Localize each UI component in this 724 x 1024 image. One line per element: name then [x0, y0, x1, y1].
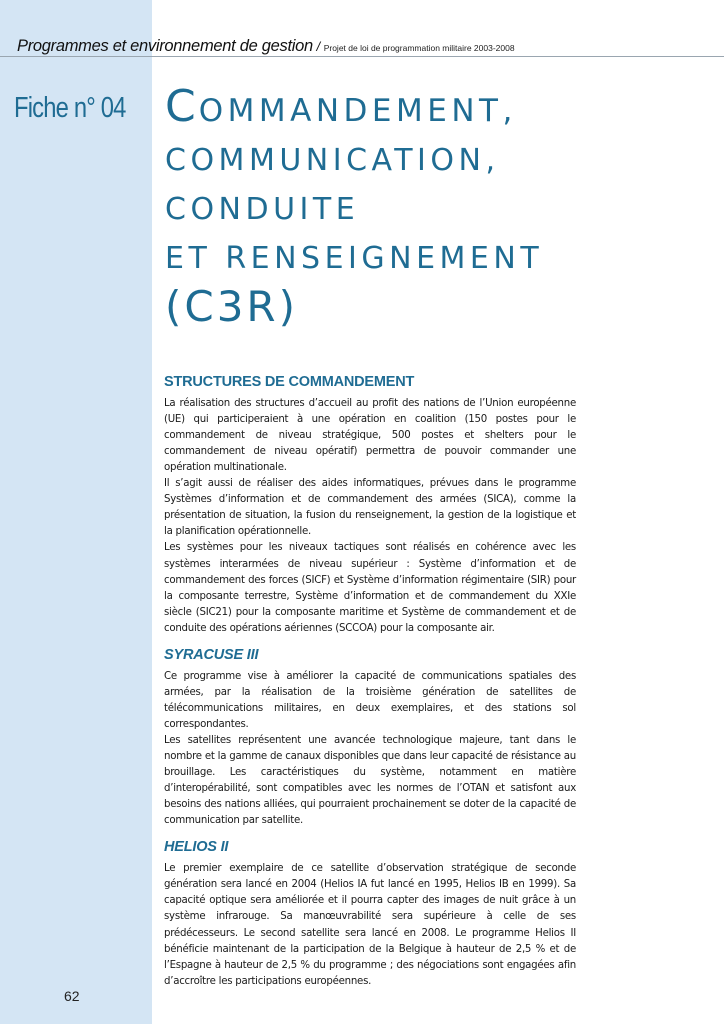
header-title: Programmes et environnement de gestion	[17, 37, 313, 55]
title-line-1-rest: OMMANDEMENT,	[198, 93, 517, 129]
title-line-3: CONDUITE	[165, 192, 360, 227]
title-line-2: COMMUNICATION,	[165, 143, 500, 178]
header-separator: /	[312, 39, 324, 54]
paragraph: Les satellites représentent une avancée technologique majeure, tant dans le nombre et la gamme de canaux disponibles que dans leur capacité de résistance au brouillage. Les caractéristiques du système, notamment en matière d’interopérabilité, sont compatibles avec les normes de l’OTAN et satisfont aux besoins des nations alliées, qui pourraient prochainement se doter de la capacité de communication par satellite.	[164, 734, 576, 827]
fiche-label: Fiche n° 04	[14, 92, 126, 124]
section-heading-structures: STRUCTURES DE COMMANDEMENT	[164, 374, 415, 390]
title-line-4: ET RENSEIGNEMENT	[165, 241, 544, 276]
paragraph: Ce programme vise à améliorer la capacité de communications spatiales des armées, par la réalisation de la troisième génération de satellites de télécommunications militaires, en deux exemplaires, et des stations sol correspondantes.	[164, 670, 576, 730]
running-header	[17, 36, 717, 56]
title-line-5: (C3R)	[165, 282, 299, 331]
page-title	[165, 82, 705, 333]
header-subtitle: Projet de loi de programmation militaire 2003-2008	[323, 43, 515, 53]
left-sidebar-band	[0, 0, 152, 1024]
paragraph: Le premier exemplaire de ce satellite d’observation stratégique de seconde génération sera lancé en 2004 (Helios IA fut lancé en 1995, Helios IB en 1999). Sa capacité optique sera améliorée et il pourra capter des images de nuit grâce à un système infrarouge. Sa manœuvrabilité sera supérieure à celle de ses prédécesseurs. Le second satellite sera lancé en 2008. Le programme Helios II bénéficie maintenant de la participation de la Belgique à hauteur de 2,5 % et de l’Espagne à hauteur de 2,5 % du programme ; des négociations sont engagées afin d’accroître les participations européennes.	[164, 863, 576, 987]
paragraph: Il s’agit aussi de réaliser des aides informatiques, prévues dans le programme Systèmes d’information et de commandement des armées (SICA), comme la présentation de situation, la fusion du renseignement, la gestion de la logistique et la planification opérationnelle.	[164, 478, 576, 538]
paragraph: La réalisation des structures d’accueil au profit des nations de l’Union européenne (UE) qui participeraient à une opération en coalition (150 postes pour le commandement de niveau stratégique, 500 postes et shelters pour le commandement de niveau opératif) permettra de pouvoir commander une opération multinationale.	[164, 398, 576, 474]
title-line-1	[165, 82, 705, 136]
header-rule	[0, 56, 724, 57]
section-heading-syracuse: SYRACUSE III	[164, 646, 259, 663]
paragraph: Les systèmes pour les niveaux tactiques sont réalisés en cohérence avec les systèmes interarmées de niveau supérieur : Système d’information et de commandement des forces (SICF) et Système d’information régimentaire (SIR) pour la composante terrestre, Système d’information et de commandement du XXIe siècle (SIC21) pour la composante maritime et Système de commandement et de conduite des opérations aériennes (SCCOA) pour la composante air.	[164, 542, 576, 634]
title-initial: C	[165, 81, 199, 132]
page-number: 62	[64, 988, 80, 1004]
section-heading-helios: HELIOS II	[164, 839, 229, 856]
main-content	[164, 374, 576, 990]
